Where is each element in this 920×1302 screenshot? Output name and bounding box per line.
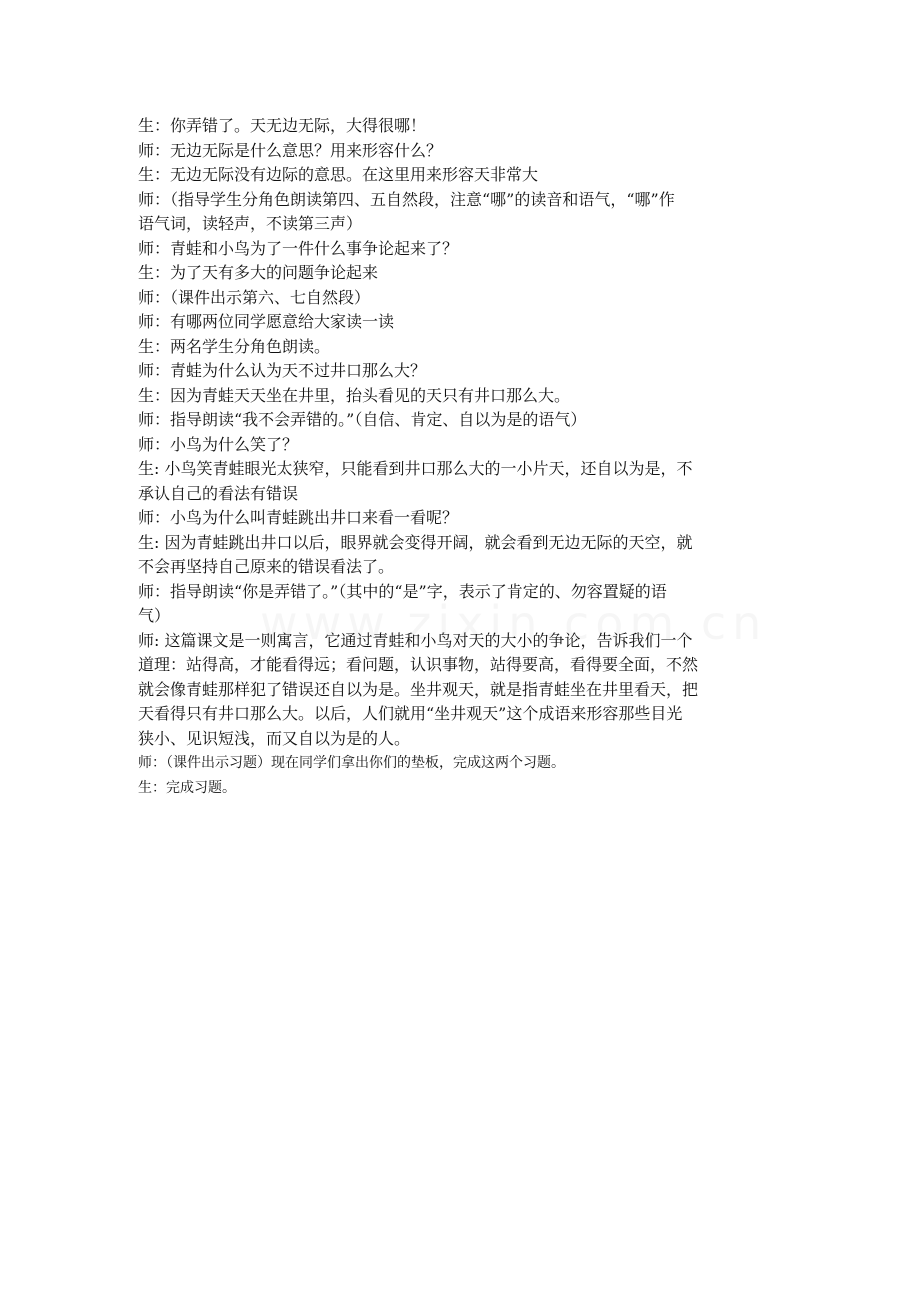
text-line: 师：（课件出示第六、七自然段）	[138, 287, 371, 307]
text-line: 生：为了天有多大的问题争论起来	[138, 263, 379, 282]
text-line: 承认自己的看法有错误	[138, 483, 299, 503]
text-line: 狭小、见识短浅，而又自以为是的人。	[138, 728, 411, 748]
text-line: 生：完成习题。	[138, 779, 236, 796]
text-line: 师：有哪两位同学愿意给大家读一读	[138, 312, 395, 331]
text-line: 生：你弄错了。天无边无际，大得很哪！	[138, 116, 427, 135]
text-line: 师：小鸟为什么笑了？	[138, 434, 299, 454]
text-line: 师：（指导学生分角色朗读第四、五自然段，注意“哪”的读音和语气，“哪”作	[138, 189, 675, 209]
text-line: 生：因为青蛙天天坐在井里，抬头看见的天只有井口那么大。	[138, 385, 571, 405]
text-line: 就会像青蛙那样犯了错误还自以为是。坐井观天，就是指青蛙坐在井里看天，把	[138, 679, 699, 699]
text-line: 道理：站得高，才能看得远；看问题，认识事物，站得要高，看得要全面，不然	[138, 655, 699, 674]
text-line: 语气词，读轻声，不读第三声）	[138, 214, 363, 233]
text-line: 师：指导朗读“你是弄错了。”（其中的“是”字，表示了肯定的、勿容置疑的语	[138, 581, 667, 601]
text-line: 师：无边无际是什么意思？用来形容什么？	[138, 140, 443, 160]
text-line: 天看得只有井口那么大。以后，人们就用“坐井观天”这个成语来形容那些目光	[138, 704, 683, 723]
text-line: 生：两名学生分角色朗读。	[138, 336, 331, 356]
text-line: 生: 因为青蛙跳出井口以后，眼界就会变得开阔，就会看到无边无际的天空，就	[138, 532, 693, 552]
text-line: 生: 小鸟笑青蛙眼光太狭窄，只能看到井口那么大的一小片天，还自以为是，不	[138, 459, 693, 478]
text-line: 生：无边无际没有边际的意思。在这里用来形容天非常大	[138, 165, 539, 184]
text-line: 师: 这篇课文是一则寓言，它通过青蛙和小鸟对天的大小的争论，告诉我们一个	[138, 630, 693, 650]
text-line: 师：（课件出示习题）现在同学们拿出你们的垫板，完成这两个习题。	[138, 755, 565, 771]
text-line: 师：青蛙为什么认为天不过井口那么大？	[138, 361, 427, 380]
document-body	[138, 114, 782, 800]
text-line: 师：指导朗读“我不会弄错的。”（自信、肯定、自以为是的语气）	[138, 410, 587, 429]
text-line: 师：小鸟为什么叫青蛙跳出井口来看一看呢？	[138, 508, 459, 527]
text-line: 气）	[138, 606, 171, 625]
text-line: 不会再坚持自己原来的错误看法了。	[138, 557, 395, 576]
text-line: 师：青蛙和小鸟为了一件什么事争论起来了？	[138, 238, 459, 258]
